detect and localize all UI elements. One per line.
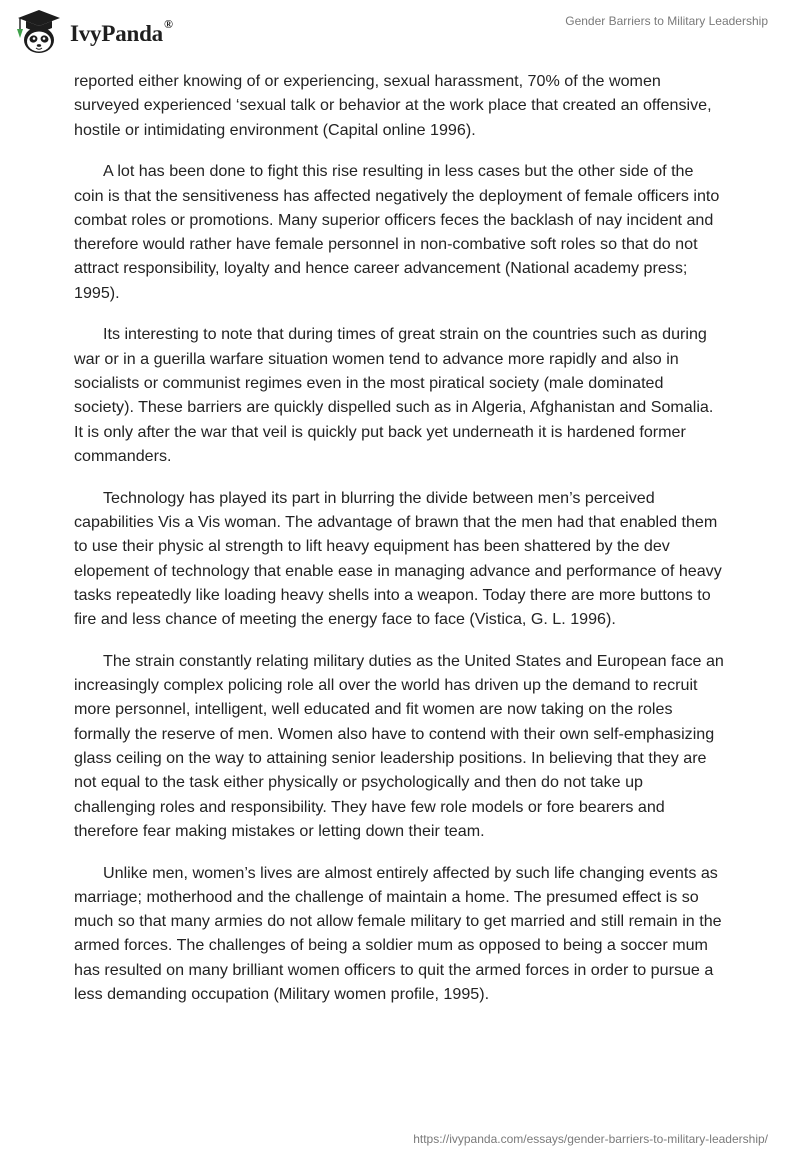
registered-mark: ®: [163, 17, 173, 32]
paragraph-6: Unlike men, women’s lives are almost entirely affected by such life changing events as marriage; motherhood and the challenge of maintain a home. The presumed effect is so much so that many armies do not allow female military to get married and still remain in the armed forces. The challenges of being a soldier mum as opposed to being a soccer mum has resulted on many brilliant women officers to quit the armed forces in order to pursue a less demanding occupation (Military women profile, 1995).: [74, 863, 722, 1004]
brand-name: IvyPanda®: [70, 17, 173, 46]
source-url[interactable]: https://ivypanda.com/essays/gender-barriers-to-military-leadership/: [413, 1132, 768, 1146]
ivypanda-logo[interactable]: [14, 7, 173, 57]
essay-body: [74, 69, 724, 1024]
paragraph-1: reported either knowing of or experiencing, sexual harassment, 70% of the women surveyed experienced ‘sexual talk or behavior at the work place that created an offensive, hostile or intimidating environment (Capital online 1996).: [74, 72, 712, 139]
paragraph-2: A lot has been done to fight this rise resulting in less cases but the other side of the coin is that the sensitiveness has affected negatively the deployment of female officers into combat roles or promotions. Many superior officers feces the backlash of nay incident and therefore would rather have female personnel in non-combative soft roles so that do not attract responsibility, loyalty and hence career advancement (National academy press; 1995).: [74, 162, 720, 302]
paragraph-4: Technology has played its part in blurring the divide between men’s perceived capabilities Vis a Vis woman. The advantage of brawn that the men had that enabled them to use their physic al strength to lift heavy equipment has been shattered by the dev elopement of technology that enable ease in managing advance and performance of heavy tasks repeatedly like loading heavy shells into a weapon. Today there are more buttons to fire and less chance of meeting the energy face to face (Vistica, G. L. 1996).: [74, 488, 722, 629]
document-title: Gender Barriers to Military Leadership: [565, 14, 768, 28]
panda-graduate-icon: [14, 7, 64, 57]
paragraph-3: Its interesting to note that during times of great strain on the countries such as during war or in a guerilla warfare situation women tend to advance more rapidly and also in socialists or communist regimes even in the most piratical society (male dominated society). These barriers are quickly dispelled such as in Algeria, Afghanistan and Somalia. It is only after the war that veil is quickly put back yet underneath it is hardened former commanders.: [74, 325, 714, 465]
page-header: [0, 0, 800, 70]
paragraph-5: The strain constantly relating military duties as the United States and European face an increasingly complex policing role all over the world has driven up the demand to recruit more personnel, intelligent, well educated and fit women are now taking on the roles formally the reserve of men. Women also have to contend with their own self-emphasizing glass ceiling on the way to attaining senior leadership positions. In believing that they are not equal to the task either physically or psychologically and then do not take up challenging roles and responsibility. They have few role models or fore bearers and therefore fear making mistakes or letting down their team.: [74, 651, 724, 840]
